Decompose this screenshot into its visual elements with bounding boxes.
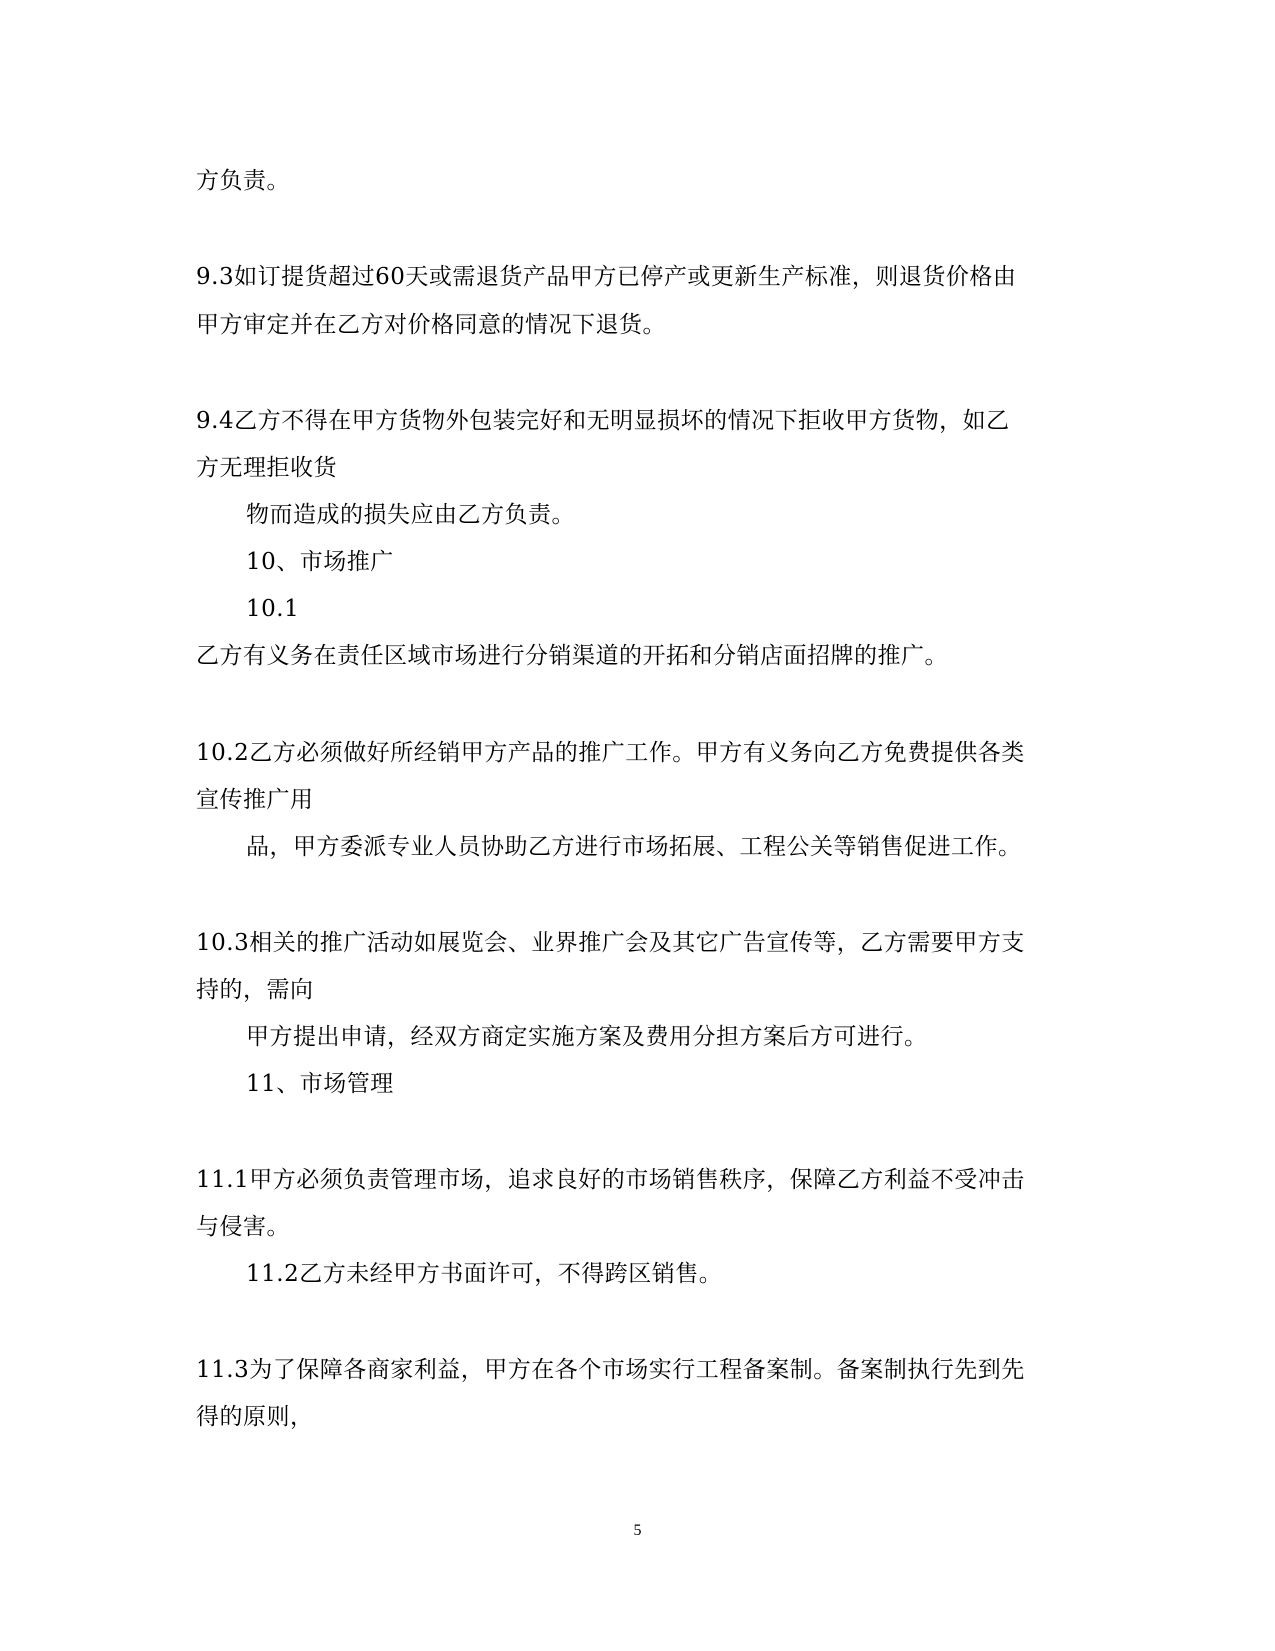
text-line: 持的，需向 — [196, 977, 314, 1003]
text-line: 9.4乙方不得在甲方货物外包装完好和无明显损坏的情况下拒收甲方货物，如乙 — [196, 408, 1010, 434]
text-line: 甲方审定并在乙方对价格同意的情况下退货。 — [196, 312, 666, 338]
text-line: 方负责。 — [196, 168, 290, 194]
text-line: 得的原则， — [196, 1404, 314, 1430]
text-line: 11.2乙方未经甲方书面许可，不得跨区销售。 — [246, 1261, 723, 1287]
text-line: 10.2乙方必须做好所经销甲方产品的推广工作。甲方有义务向乙方免费提供各类 — [196, 740, 1025, 766]
text-line: 10.3相关的推广活动如展览会、业界推广会及其它广告宣传等，乙方需要甲方支 — [196, 930, 1025, 956]
text-line: 与侵害。 — [196, 1214, 290, 1240]
text-line: 宣传推广用 — [196, 787, 314, 813]
text-line: 方无理拒收货 — [196, 455, 337, 481]
text-line: 品，甲方委派专业人员协助乙方进行市场拓展、工程公关等销售促进工作。 — [246, 834, 1022, 860]
section-heading: 11、市场管理 — [246, 1071, 394, 1097]
text-line: 11.1甲方必须负责管理市场，追求良好的市场销售秩序，保障乙方利益不受冲击 — [196, 1167, 1025, 1193]
text-line: 9.3如订提货超过60天或需退货产品甲方已停产或更新生产标准，则退货价格由 — [196, 264, 1017, 290]
page-number: 5 — [633, 1522, 642, 1539]
text-line: 11.3为了保障各商家利益，甲方在各个市场实行工程备案制。备案制执行先到先 — [196, 1357, 1025, 1383]
text-line: 物而造成的损失应由乙方负责。 — [246, 502, 575, 528]
text-line: 10.1 — [246, 596, 300, 622]
section-heading: 10、市场推广 — [246, 549, 394, 575]
text-line: 乙方有义务在责任区域市场进行分销渠道的开拓和分销店面招牌的推广。 — [196, 643, 948, 669]
text-line: 甲方提出申请，经双方商定实施方案及费用分担方案后方可进行。 — [246, 1024, 928, 1050]
